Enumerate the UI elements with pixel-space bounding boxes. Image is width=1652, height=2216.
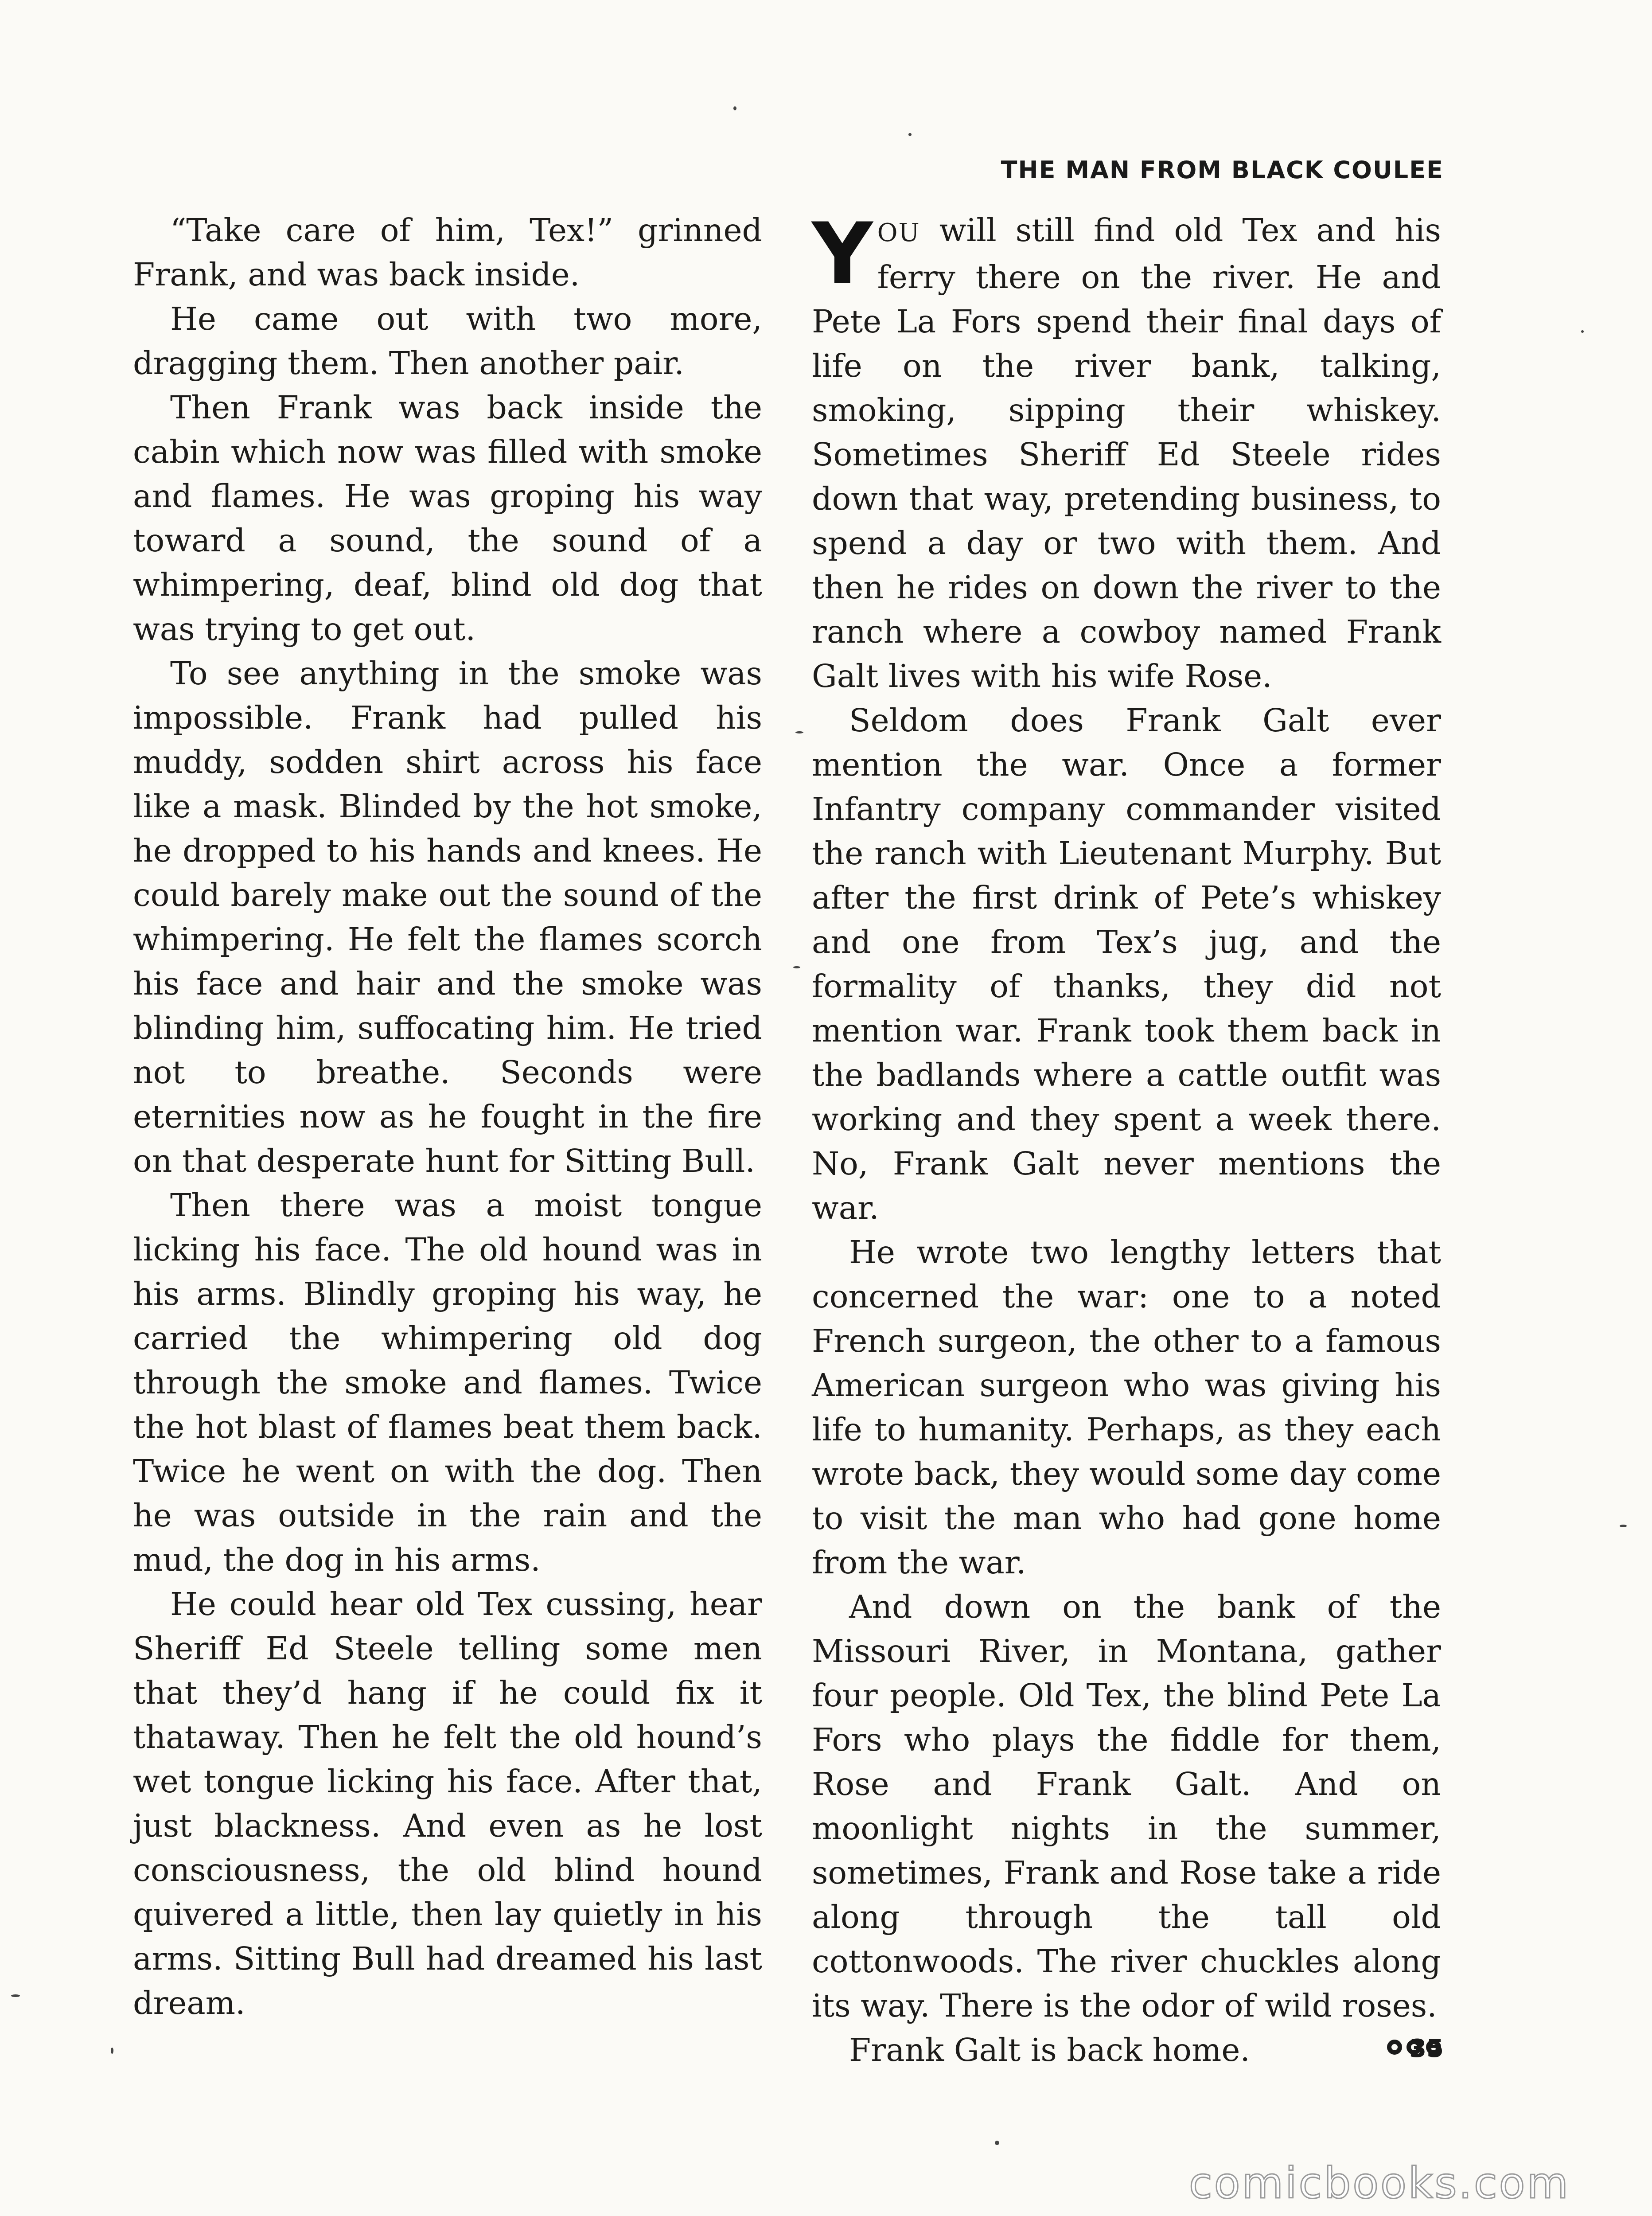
print-speck [795,731,803,733]
paragraph: “Take care of him, Tex!” grinned Frank, and was back inside. [133,212,762,293]
print-speck [1581,330,1584,333]
paragraph: He came out with two more, dragging them. Then another pair. [133,300,762,382]
right-column [812,205,1441,2072]
print-speck [111,2048,113,2054]
closing-paragraph [812,2028,1441,2072]
watermark: comicbooks.com [1188,2158,1570,2208]
print-speck [11,1994,20,1997]
paragraph: And down on the bank of the Missouri River, in Montana, gather four people. Old Tex, the blind Pete La Fors who plays the fiddle for them, Rose and Frank Galt. And on moonlight nights in the summer, sometimes, Frank and Rose take a ride along through the tall old cottonwoods. The river chuckles along its way. There is the odor of wild roses. [812,1588,1441,2024]
running-head: THE MAN FROM BLACK COULEE [1001,156,1444,184]
print-speck [908,133,912,136]
drop-cap: Y [812,205,873,303]
paragraph: He could hear old Tex cussing, hear Sheriff Ed Steele telling some men that they’d hang if he could fix it thataway. Then he felt the old hound’s wet tongue licking his face. After that, just blackness. And even as he lost consciousness, the old blind hound quivered a little, then lay quietly in his arms. Sitting Bull had dreamed his last dream. [133,1586,762,2021]
print-speck [995,2141,999,2145]
lead-text: will still find old Tex and his ferry there on the river. He and Pete La Fors spend their final days of life on the river bank, talking, smoking, sipping their whiskey. Sometimes Sheriff Ed Steele rides down that way, pretending business, to spend a day or two with them. And then he rides on down the river to the ranch where a cowboy named Frank Galt lives with his wife Rose. [812,212,1441,694]
page-number: 35 [1409,2034,1444,2063]
lead-paragraph [812,205,1441,698]
paragraph: Then Frank was back inside the cabin which now was filled with smoke and flames. He was groping his way toward a sound, the sound of a whimpering, deaf, blind old dog that was trying to get out. [133,389,762,648]
paragraph: Seldom does Frank Galt ever mention the war. Once a former Infantry company commander visited the ranch with Lieutenant Murphy. But after the first drink of Pete’s whiskey and one from Tex’s jug, and the formality of thanks, they did not mention war. Frank took them back in the badlands where a cattle outfit was working and they spent a week there. No, Frank Galt never mentions the war. [812,702,1441,1226]
print-speck [733,106,736,110]
closing-line: Frank Galt is back home. [849,2032,1250,2068]
left-column [133,208,762,2025]
paragraph: Then there was a moist tongue licking his face. The old hound was in his arms. Blindly groping his way, he carried the whimpering old dog through the smoke and flames. Twice the hot blast of flames beat them back. Twice he went on with the dog. Then he was outside in the rain and the mud, the dog in his arms. [133,1187,762,1578]
print-speck [793,966,800,968]
paragraph: He wrote two lengthy letters that concerned the war: one to a noted French surgeon, the other to a famous American surgeon who was giving his life to humanity. Perhaps, as they each wrote back, they would some day come to visit the man who had gone home from the war. [812,1234,1441,1581]
print-speck [1620,1525,1627,1527]
paragraph: To see anything in the smoke was impossible. Frank had pulled his muddy, sodden shirt across his face like a mask. Blinded by the hot smoke, he dropped to his hands and knees. He could barely make out the sound of the whimpering. He felt the flames scorch his face and hair and the smoke was blinding him, suffocating him. He tried not to breathe. Seconds were eternities now as he fought in the fire on that desperate hunt for Sitting Bull. [133,655,762,1179]
drop-cap-continuation: OU [877,218,920,247]
